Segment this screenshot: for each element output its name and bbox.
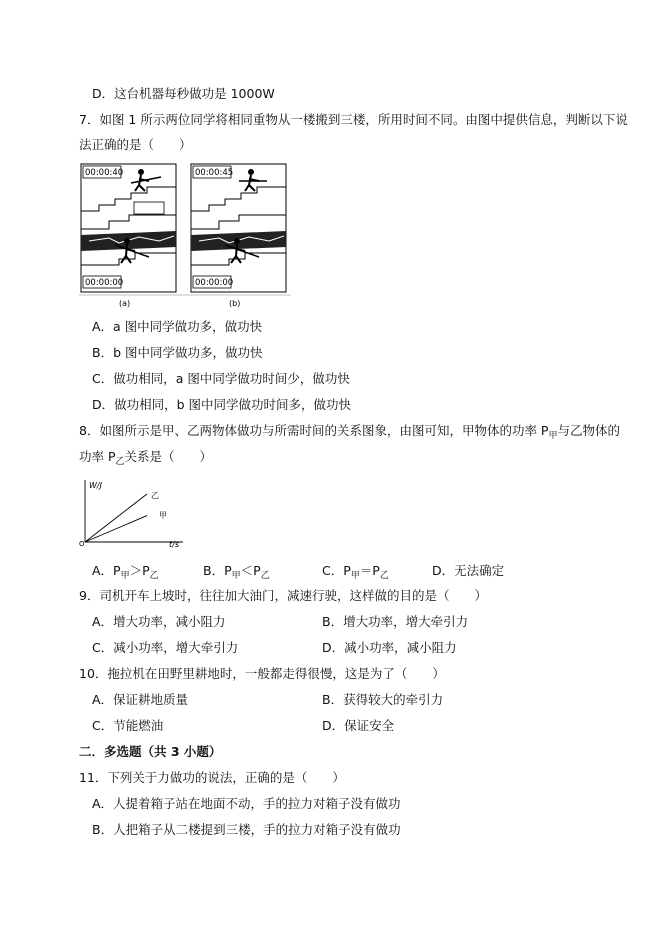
q7-panel-a [81,164,176,308]
q7-b-top-time: 00:00:45 [195,168,234,178]
q7-option-a: A．a 图中同学做功多，做功快 [92,319,263,334]
q10-option-d: D．保证安全 [322,718,395,733]
q8-option-b-sub1: 甲 [231,571,241,581]
q8-option-a-sub2: 乙 [149,571,159,581]
q8-stem-line2 [79,449,212,467]
q9-option-d: D．减小功率，减小阻力 [322,640,457,655]
section-heading-multiple-choice: 二．多选题（共 3 小题） [79,744,222,759]
q8-stem-line1 [79,423,620,441]
q8-chart-series-line-yi [85,494,147,542]
q7-b-bottom-time: 00:00:00 [195,278,234,288]
q10-stem: 10．拖拉机在田野里耕地时，一般都走得很慢，这是为了（ ） [79,666,445,681]
q9-option-b: B．增大功率，增大牵引力 [322,614,469,629]
q7-option-b: B．b 图中同学做功多，做功快 [92,345,263,360]
q8-option-d: D．无法确定 [432,563,505,578]
q7-stem-line1: 7．如图 1 所示两位同学将相同重物从一楼搬到三楼，所用时间不同。由图中提供信息，判断以下说 [79,112,628,127]
q8-option-a-mid: ＞P [129,563,150,578]
q11-option-b: B．人把箱子从二楼提到三楼，手的拉力对箱子没有做功 [92,822,401,837]
q8-option-c [322,563,389,581]
q8-option-b-text: B．P [203,563,232,578]
q7-a-top-time: 00:00:40 [85,168,124,178]
q10-option-c: C．节能燃油 [92,718,164,733]
q8-chart-series-line-jia [85,516,147,542]
q8-chart-origin: O [79,540,85,548]
q7-a-bottom-time: 00:00:00 [85,278,124,288]
q8-stem-line1-tail: 与乙物体的 [557,423,620,438]
q7-b-caption: (b) [229,299,241,308]
q8-option-a-sub1: 甲 [120,571,130,581]
q8-option-c-text: C．P [322,563,351,578]
q8-chart-ylabel: W/J [89,481,102,490]
q8-stem-line2-sub: 乙 [115,457,125,467]
q8-option-b [203,563,270,581]
q8-chart-series-yi-label: 乙 [151,491,159,500]
q8-stem-line1-text: 8．如图所示是甲、乙两物体做功与所需时间的关系图象，由图可知，甲物体的功率 P [79,423,549,438]
q6-option-d: D．这台机器每秒做功是 1000W [92,86,275,101]
q9-option-a: A．增大功率，减小阻力 [92,614,226,629]
q10-option-b: B．获得较大的牵引力 [322,692,444,707]
q7-option-c: C．做功相同，a 图中同学做功时间少，做功快 [92,371,350,386]
q8-option-a-text: A．P [92,563,121,578]
q8-option-a [92,563,159,581]
q7-a-caption: (a) [119,299,131,308]
q9-stem: 9．司机开车上坡时，往往加大油门，减速行驶，这样做的目的是（ ） [79,588,487,603]
q11-option-a: A．人提着箱子站在地面不动，手的拉力对箱子没有做功 [92,796,401,811]
q8-stem-line2-text: 功率 P [79,449,116,464]
q7-stem-line2: 法正确的是（ ） [79,137,192,152]
q8-option-c-sub1: 甲 [350,571,360,581]
q7-figure [79,161,291,311]
q9-option-c: C．减小功率，增大牵引力 [92,640,239,655]
q7-panel-b [191,164,286,308]
q8-chart [79,476,189,548]
q8-stem-line1-sub: 甲 [548,431,558,441]
q8-option-b-mid: ＜P [240,563,261,578]
q8-option-c-mid: ＝P [359,563,380,578]
q8-option-b-sub2: 乙 [260,571,270,581]
q10-option-a: A．保证耕地质量 [92,692,189,707]
q8-stem-line2-tail: 关系是（ ） [124,449,213,464]
q8-chart-series-jia-label: 甲 [159,511,167,520]
q11-stem: 11．下列关于力做功的说法，正确的是（ ） [79,770,345,785]
q8-chart-xlabel: t/s [169,540,179,548]
q8-option-c-sub2: 乙 [379,571,389,581]
q7-option-d: D．做功相同，b 图中同学做功时间多，做功快 [92,397,352,412]
